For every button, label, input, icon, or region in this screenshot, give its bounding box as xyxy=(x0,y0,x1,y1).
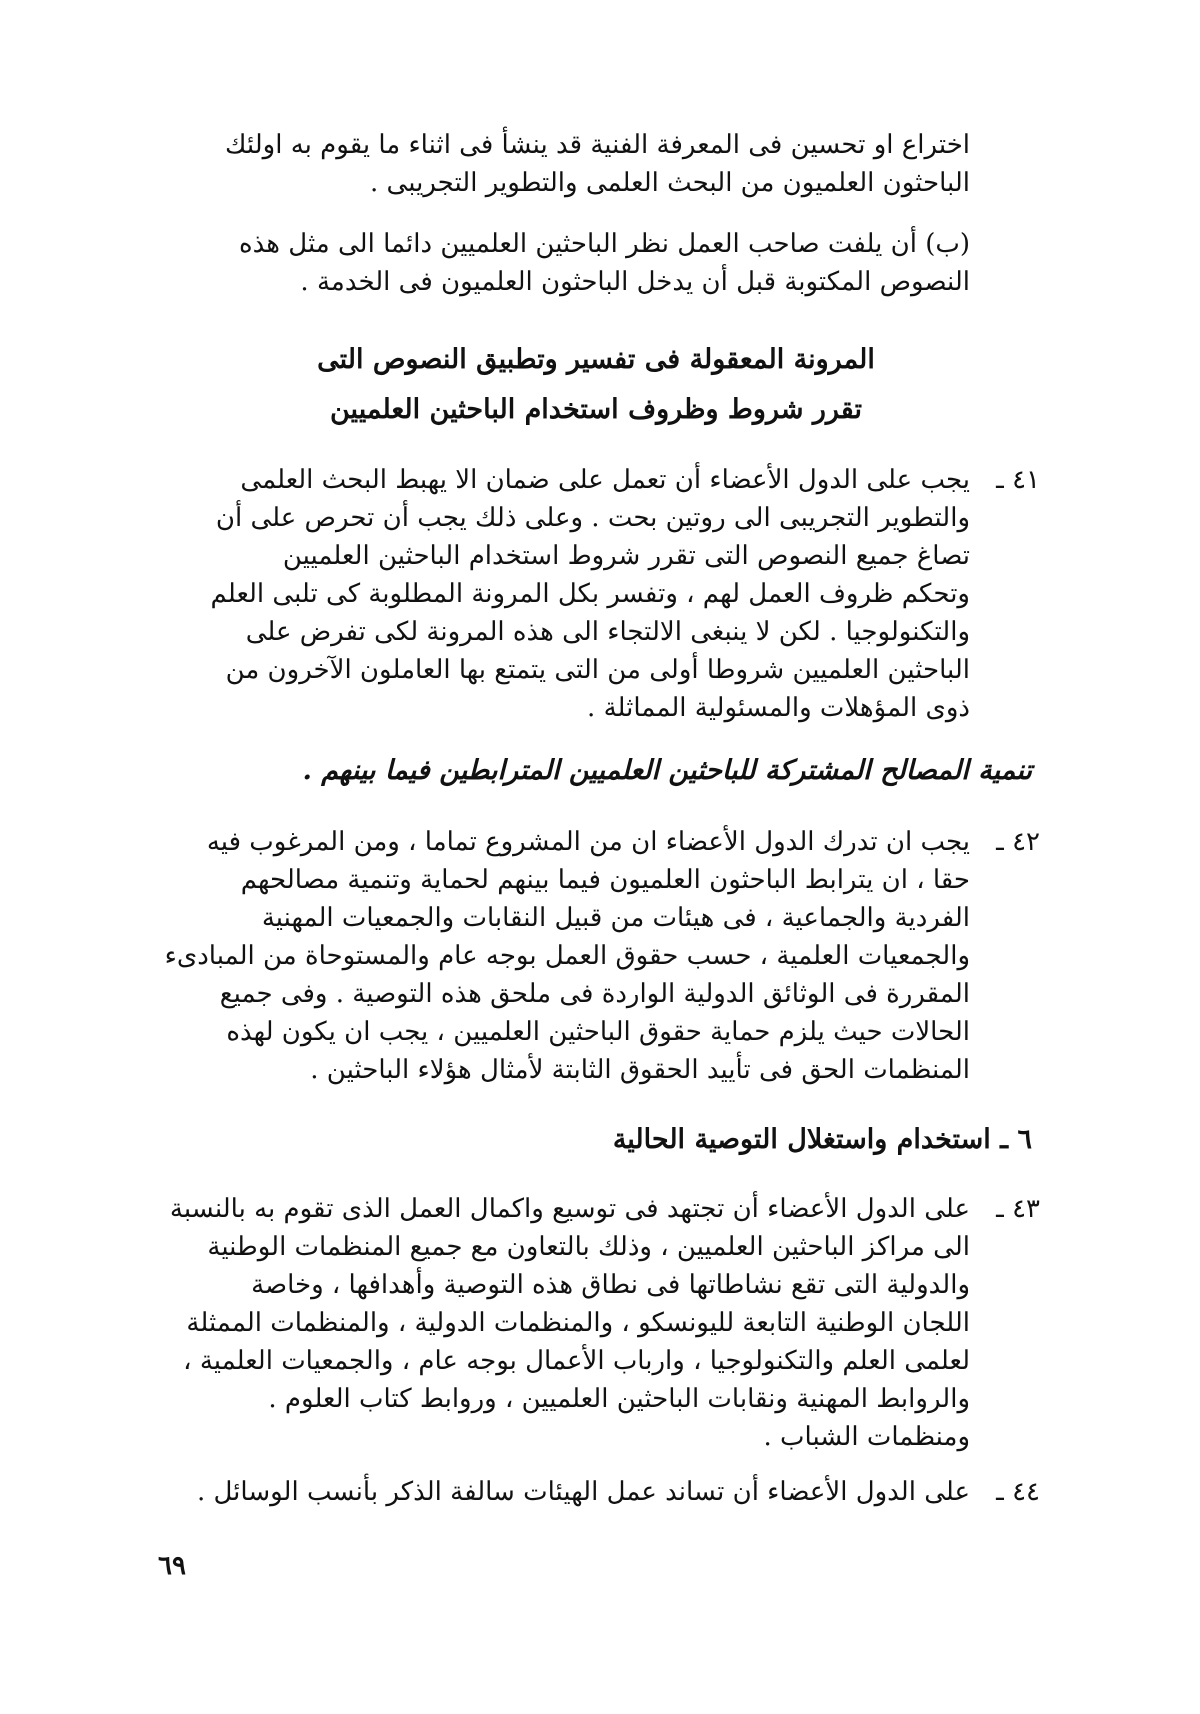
text-line: ذوى المؤهلات والمسئولية المماثلة . xyxy=(587,693,970,723)
text-line: والتكنولوجيا . لكن لا ينبغى الالتجاء الى هذه المرونة لكى تفرض على xyxy=(245,617,970,647)
text-line: النصوص المكتوبة قبل أن يدخل الباحثون العلميون فى الخدمة . xyxy=(300,267,970,297)
text-line: تصاغ جميع النصوص التى تقرر شروط استخدام الباحثين العلميين xyxy=(282,541,970,571)
text-line: المنظمات الحق فى تأييد الحقوق الثابتة لأمثال هؤلاء الباحثين . xyxy=(310,1055,970,1085)
text-line: والتطوير التجريبى الى روتين بحت . وعلى ذلك يجب أن تحرص على أن xyxy=(215,503,970,533)
text-line: (ب) أن يلفت صاحب العمل نظر الباحثين العلميين دائما الى مثل هذه xyxy=(239,229,970,259)
text-line: يجب على الدول الأعضاء أن تعمل على ضمان الا يهبط البحث العلمى xyxy=(240,465,970,495)
item-43-paragraph xyxy=(170,1190,970,1456)
item-number: ٤٣ ـ xyxy=(996,1194,1040,1224)
text-line: لعلمى العلم والتكنولوجيا ، وارباب الأعمال بوجه عام ، والجمعيات العلمية ، xyxy=(183,1346,970,1376)
text-line: على الدول الأعضاء أن تساند عمل الهيئات سالفة الذكر بأنسب الوسائل . xyxy=(196,1477,970,1507)
text-line: والجمعيات العلمية ، حسب حقوق العمل بوجه عام والمستوحاة من المبادىء xyxy=(164,941,970,971)
item-42-paragraph xyxy=(164,823,970,1089)
text-line: يجب ان تدرك الدول الأعضاء ان من المشروع تماما ، ومن المرغوب فيه xyxy=(206,827,970,857)
paragraph-b xyxy=(222,225,970,301)
text-line: والروابط المهنية ونقابات الباحثين العلميين ، وروابط كتاب العلوم . xyxy=(268,1384,970,1414)
text-line: الباحثين العلميين شروطا أولى من التى يتمتع بها العاملون الآخرون من xyxy=(225,655,970,685)
item-number: ٤٤ ـ xyxy=(996,1477,1040,1507)
text-line: وتحكم ظروف العمل لهم ، وتفسر بكل المرونة المطلوبة كى تلبى العلم xyxy=(210,579,970,609)
item-number: ٤٢ ـ xyxy=(996,827,1040,857)
text-line: على الدول الأعضاء أن تجتهد فى توسيع واكمال العمل الذى تقوم به بالنسبة xyxy=(169,1194,970,1224)
text-line: حقا ، ان يترابط الباحثون العلميون فيما بينهم لحماية وتنمية مصالحهم xyxy=(240,865,970,895)
text-line: والدولية التى تقع نشاطاتها فى نطاق هذه التوصية وأهدافها ، وخاصة xyxy=(251,1270,970,1300)
intro-paragraph xyxy=(222,126,970,202)
page-number: ٦٩ xyxy=(158,1551,186,1581)
item-number: ٤١ ـ xyxy=(996,465,1040,495)
text-line: الباحثون العلميون من البحث العلمى والتطوير التجريبى . xyxy=(370,168,970,198)
text-line: الفردية والجماعية ، فى هيئات من قبيل النقابات والجمعيات المهنية xyxy=(261,903,970,933)
text-line: اختراع او تحسين فى المعرفة الفنية قد ينشأ فى اثناء ما يقوم به اولئك xyxy=(225,130,970,160)
heading-line: تقرر شروط وظروف استخدام الباحثين العلميين xyxy=(330,394,862,425)
text-line: ومنظمات الشباب . xyxy=(763,1422,970,1452)
section-heading-flexibility xyxy=(222,335,970,435)
item-44-paragraph xyxy=(196,1473,970,1511)
text-line: المقررة فى الوثائق الدولية الواردة فى ملحق هذه التوصية . وفى جميع xyxy=(219,979,970,1009)
section-heading-usage: ٦ ـ استخدام واستغلال التوصية الحالية xyxy=(612,1124,1032,1155)
text-line: الحالات حيث يلزم حماية حقوق الباحثين العلميين ، يجب ان يكون لهذه xyxy=(226,1017,970,1047)
heading-line: المرونة المعقولة فى تفسير وتطبيق النصوص التى xyxy=(317,344,875,375)
text-line: اللجان الوطنية التابعة لليونسكو ، والمنظمات الدولية ، والمنظمات الممثلة xyxy=(186,1308,970,1338)
section-heading-common-interests: تنمية المصالح المشتركة للباحثين العلميين المترابطين فيما بينهم . xyxy=(302,755,1032,786)
item-41-paragraph xyxy=(170,461,970,727)
text-line: الى مراكز الباحثين العلميين ، وذلك بالتعاون مع جميع المنظمات الوطنية xyxy=(207,1232,970,1262)
